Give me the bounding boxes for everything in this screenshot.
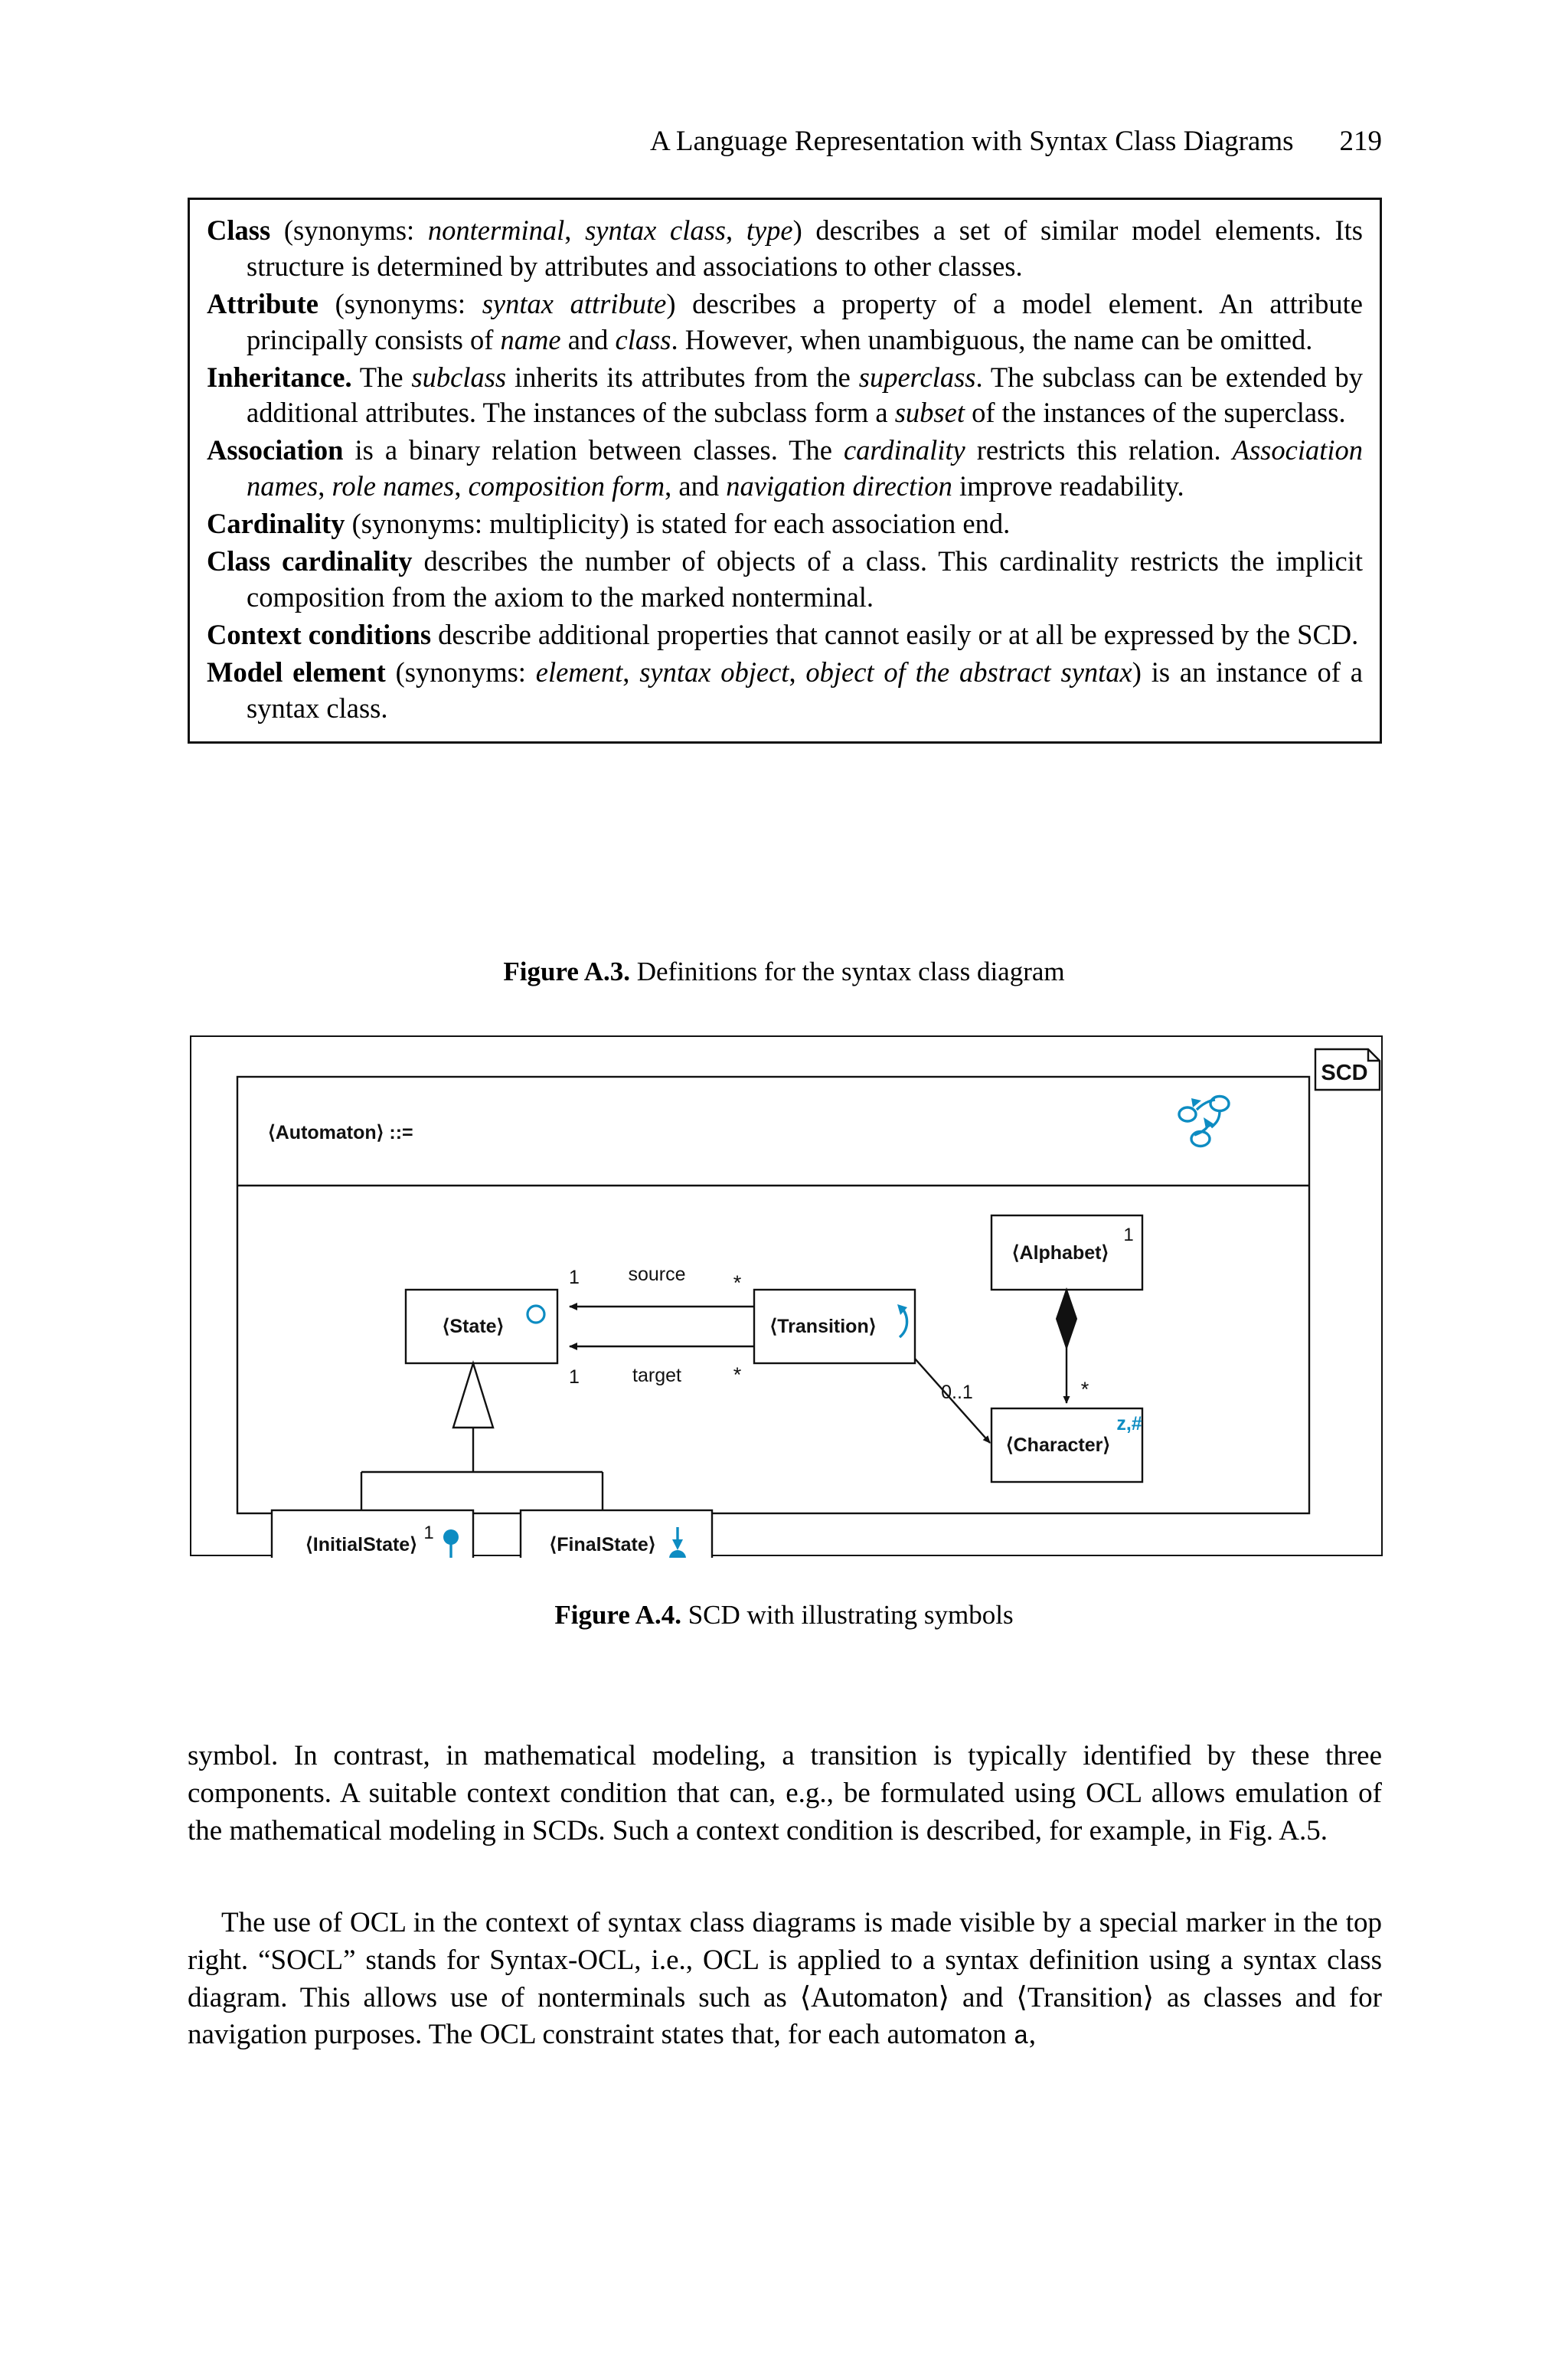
class-name-character: ⟨Character⟩ <box>1005 1434 1111 1456</box>
association-label-target: target <box>632 1365 681 1386</box>
figure-a4-text: SCD with illustrating symbols <box>681 1600 1014 1630</box>
multiplicity-source-star: * <box>733 1271 742 1294</box>
figure-a3-label: Figure A.3. <box>503 957 630 986</box>
class-name-initialstate: ⟨InitialState⟩ <box>305 1534 417 1555</box>
definition-body: describe additional properties that cannot easily or at all be expressed by the SCD. <box>431 618 1359 650</box>
definition-body: describes the number of objects of a class. This cardinality restricts the implicit composition from the axiom to the marked nonterminal. <box>247 545 1363 613</box>
body-paragraph-1: symbol. In contrast, in mathematical modeling, a transition is typically identified by these three components. A suitable context condition that can, e.g., be formulated using OCL allows emulation of the mathematical modeling in SCDs. Such a context condition is described, for example, in Fig. A.5. <box>188 1740 1382 1846</box>
multiplicity-target-star: * <box>733 1363 742 1386</box>
figure-a4-frame <box>190 1035 1383 1556</box>
scd-header-label: ⟨Automaton⟩ ::= <box>268 1122 413 1143</box>
definition-term: Class <box>207 214 271 246</box>
class-box-character <box>991 1408 1142 1482</box>
association-label-source: source <box>628 1264 686 1285</box>
definition-body: (synonyms: multiplicity) is stated for each association end. <box>345 508 1011 540</box>
definition-item <box>207 213 1363 285</box>
definition-item <box>207 617 1363 653</box>
definition-body: (synonyms: element, syntax object, object of the abstract syntax) is an instance of a syntax class. <box>247 656 1363 724</box>
definitions-box <box>188 198 1382 744</box>
definition-term: Model element <box>207 656 386 688</box>
scd-note-tag-label: SCD <box>1321 1061 1368 1085</box>
definition-body: The subclass inherits its attributes from the superclass. The subclass can be extended by additional attributes. The instances of the subclass form a subset of the instances of the superclass. <box>247 361 1363 429</box>
multiplicity-target-one: 1 <box>569 1366 580 1388</box>
figure-a4-label: Figure A.4. <box>554 1600 681 1630</box>
class-cardinality-initialstate: 1 <box>423 1523 434 1543</box>
scd-note-tag <box>1315 1049 1380 1090</box>
body-paragraph-2-text-b: , <box>1028 2019 1036 2051</box>
z-hash-icon: z,# <box>1116 1413 1142 1434</box>
multiplicity-transition-character: 0..1 <box>941 1382 973 1403</box>
definition-term: Context conditions <box>207 618 432 650</box>
multiplicity-alphabet-character: * <box>1080 1378 1089 1401</box>
class-box-initialstate <box>272 1510 473 1558</box>
definition-term: Attribute <box>207 287 318 319</box>
definition-item <box>207 655 1363 727</box>
definition-item <box>207 433 1363 505</box>
class-cardinality-alphabet: 1 <box>1123 1225 1134 1245</box>
ocl-variable-a: a <box>1013 2023 1029 2052</box>
class-name-alphabet: ⟨Alphabet⟩ <box>1011 1242 1109 1264</box>
class-box-state <box>406 1290 557 1363</box>
scd-diagram <box>191 1037 1384 1558</box>
definition-body: is a binary relation between classes. The cardinality restricts this relation. Association names, role names, composition form, and navigation direction improve readability. <box>247 434 1363 502</box>
class-box-alphabet <box>991 1215 1142 1290</box>
definition-term: Association <box>207 434 344 466</box>
definition-item <box>207 506 1363 542</box>
definition-item <box>207 286 1363 358</box>
definition-term: Class cardinality <box>207 545 413 577</box>
figure-a3-text: Definitions for the syntax class diagram <box>629 957 1065 986</box>
class-box-finalstate <box>521 1510 712 1558</box>
definition-body: (synonyms: syntax attribute) describes a property of a model element. An attribute principally consists of name and class. However, when unambiguous, the name can be omitted. <box>247 287 1363 355</box>
definition-item <box>207 544 1363 616</box>
class-name-transition: ⟨Transition⟩ <box>769 1316 877 1337</box>
multiplicity-source-one: 1 <box>569 1267 580 1288</box>
class-box-transition <box>754 1290 915 1363</box>
definition-term: Cardinality <box>207 508 345 540</box>
figure-a3-caption <box>0 957 1568 987</box>
definition-body: (synonyms: nonterminal, syntax class, type) describes a set of similar model elements. Its structure is determined by attributes and associations to other classes. <box>247 214 1364 282</box>
definition-term: Inheritance. <box>207 361 352 393</box>
running-head <box>188 125 1382 158</box>
running-head-title: A Language Representation with Syntax Class Diagrams <box>649 126 1294 157</box>
definition-item <box>207 360 1363 432</box>
body-paragraph-2 <box>188 1905 1382 2054</box>
figure-a4-caption <box>0 1600 1568 1631</box>
class-name-finalstate: ⟨FinalState⟩ <box>549 1534 656 1555</box>
body-paragraph-2-text-a: The use of OCL in the context of syntax class diagrams is made visible by a special marker in the top right. “SOCL” stands for Syntax-OCL, i.e., OCL is applied to a syntax definition using a syntax class diagram. This allows use of nonterminals such as ⟨Automaton⟩ and ⟨Transition⟩ as classes and for navigation purposes. The OCL constraint states that, for each automaton <box>188 1907 1382 2051</box>
class-name-state: ⟨State⟩ <box>442 1316 505 1337</box>
page-number: 219 <box>1339 126 1382 157</box>
